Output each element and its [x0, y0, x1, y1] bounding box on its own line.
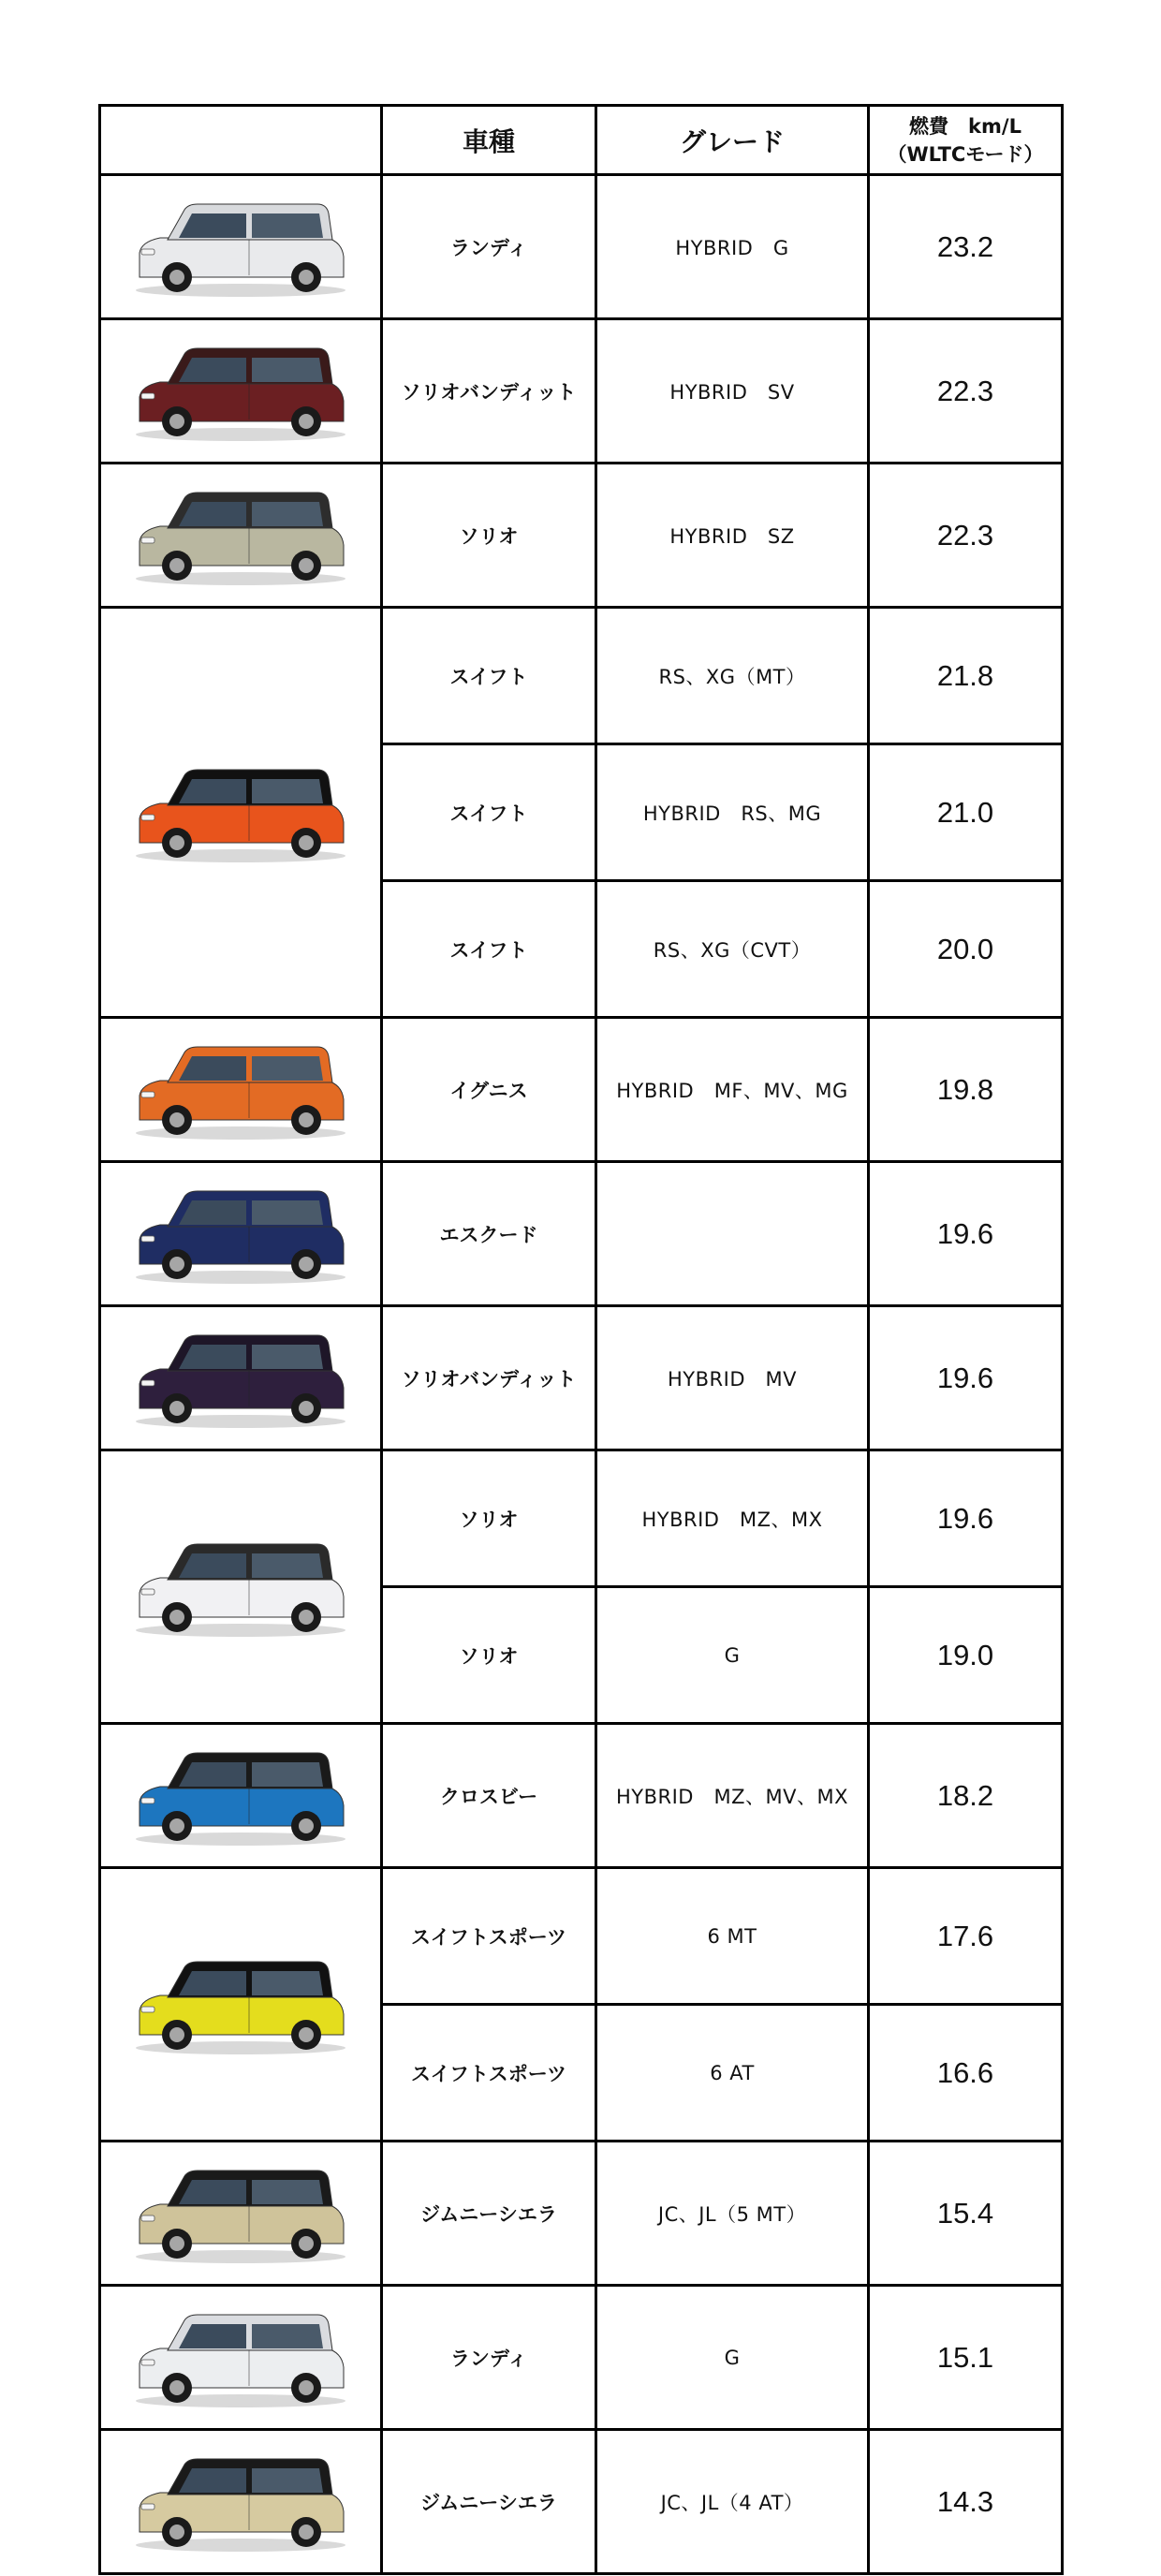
table-row — [100, 1868, 1063, 2005]
grade: HYBRID MF、MV、MG — [596, 1018, 869, 1162]
grade: RS、XG（CVT） — [596, 881, 869, 1018]
fuel-economy: 17.6 — [869, 1868, 1063, 2005]
car-image-cell — [100, 2286, 382, 2430]
car-image-cell — [100, 2142, 382, 2286]
white-minivan-icon — [119, 2302, 362, 2414]
table-row — [100, 319, 1063, 464]
purple-tall-wagon-icon — [119, 1322, 362, 1435]
car-image-cell — [100, 1724, 382, 1868]
maroon-tall-wagon-icon — [119, 335, 362, 448]
car-image-cell — [100, 1162, 382, 1306]
grade: RS、XG（MT） — [596, 608, 869, 744]
car-image-cell — [100, 608, 382, 1018]
fuel-economy: 19.0 — [869, 1587, 1063, 1724]
fuel-economy: 15.1 — [869, 2286, 1063, 2430]
blue-crossover-icon — [119, 1740, 362, 1852]
fuel-economy-table — [98, 104, 1064, 2575]
car-name: ソリオ — [382, 1450, 596, 1587]
header-row — [100, 106, 1063, 175]
car-name: ランディ — [382, 2286, 596, 2430]
car-image-cell — [100, 319, 382, 464]
car-name: スイフトスポーツ — [382, 2005, 596, 2142]
car-name: ジムニーシエラ — [382, 2430, 596, 2574]
car-image-cell — [100, 2430, 382, 2574]
car-image-cell — [100, 1306, 382, 1450]
car-name: クロスビー — [382, 1724, 596, 1868]
table-row — [100, 2142, 1063, 2286]
grade: HYBRID MZ、MV、MX — [596, 1724, 869, 1868]
table-row — [100, 175, 1063, 319]
table-row — [100, 608, 1063, 744]
grade: HYBRID SZ — [596, 464, 869, 608]
car-name: スイフト — [382, 881, 596, 1018]
white-tall-wagon-icon — [119, 1531, 362, 1643]
grade: HYBRID RS、MG — [596, 744, 869, 881]
orange-hatchback-icon — [119, 757, 362, 869]
fuel-economy: 18.2 — [869, 1724, 1063, 1868]
table-row — [100, 1450, 1063, 1587]
table-row — [100, 1724, 1063, 1868]
car-name: ソリオバンディット — [382, 1306, 596, 1450]
car-name: スイフト — [382, 744, 596, 881]
fuel-economy: 21.8 — [869, 608, 1063, 744]
table-row — [100, 464, 1063, 608]
car-image-cell — [100, 1018, 382, 1162]
fuel-economy: 15.4 — [869, 2142, 1063, 2286]
blue-suv-icon — [119, 1178, 362, 1290]
grade: HYBRID SV — [596, 319, 869, 464]
white-minivan-icon — [119, 191, 362, 303]
car-name: ジムニーシエラ — [382, 2142, 596, 2286]
grade: G — [596, 2286, 869, 2430]
grade: 6 MT — [596, 1868, 869, 2005]
fuel-economy: 14.3 — [869, 2430, 1063, 2574]
grade: HYBRID MZ、MX — [596, 1450, 869, 1587]
orange-crossover-icon — [119, 1034, 362, 1146]
car-name: ソリオ — [382, 464, 596, 608]
car-image-cell — [100, 464, 382, 608]
car-name: スイフト — [382, 608, 596, 744]
table-row — [100, 2286, 1063, 2430]
car-name: スイフトスポーツ — [382, 1868, 596, 2005]
grade — [596, 1162, 869, 1306]
fuel-economy: 22.3 — [869, 464, 1063, 608]
header-grade: グレード — [596, 106, 869, 175]
yellow-hatchback-icon — [119, 1949, 362, 2061]
khaki-tall-wagon-icon — [119, 479, 362, 592]
table-row — [100, 1162, 1063, 1306]
fuel-economy: 19.6 — [869, 1162, 1063, 1306]
beige-jimny-icon — [119, 2446, 362, 2558]
car-name: ソリオバンディット — [382, 319, 596, 464]
grade: 6 AT — [596, 2005, 869, 2142]
grade: JC、JL（5 MT） — [596, 2142, 869, 2286]
car-name: イグニス — [382, 1018, 596, 1162]
car-name: ソリオ — [382, 1587, 596, 1724]
car-name: ランディ — [382, 175, 596, 319]
grade: JC、JL（4 AT） — [596, 2430, 869, 2574]
car-image-cell — [100, 175, 382, 319]
grade: HYBRID MV — [596, 1306, 869, 1450]
beige-jimny-icon — [119, 2157, 362, 2270]
fuel-economy: 19.6 — [869, 1306, 1063, 1450]
header-fuel-economy — [869, 106, 1063, 175]
fuel-economy: 19.6 — [869, 1450, 1063, 1587]
table-row — [100, 2430, 1063, 2574]
fuel-economy: 20.0 — [869, 881, 1063, 1018]
header-fuel-unit: 燃費 km/L — [909, 114, 1021, 138]
table-row — [100, 1018, 1063, 1162]
fuel-economy: 19.8 — [869, 1018, 1063, 1162]
car-image-cell — [100, 1450, 382, 1724]
fuel-economy: 23.2 — [869, 175, 1063, 319]
fuel-economy: 22.3 — [869, 319, 1063, 464]
fuel-economy: 21.0 — [869, 744, 1063, 881]
header-image-cell — [100, 106, 382, 175]
car-name: エスクード — [382, 1162, 596, 1306]
grade: G — [596, 1587, 869, 1724]
car-image-cell — [100, 1868, 382, 2142]
header-car-name: 車種 — [382, 106, 596, 175]
table-row — [100, 1306, 1063, 1450]
grade: HYBRID G — [596, 175, 869, 319]
fuel-economy: 16.6 — [869, 2005, 1063, 2142]
header-fuel-mode: （WLTCモード） — [887, 142, 1044, 166]
